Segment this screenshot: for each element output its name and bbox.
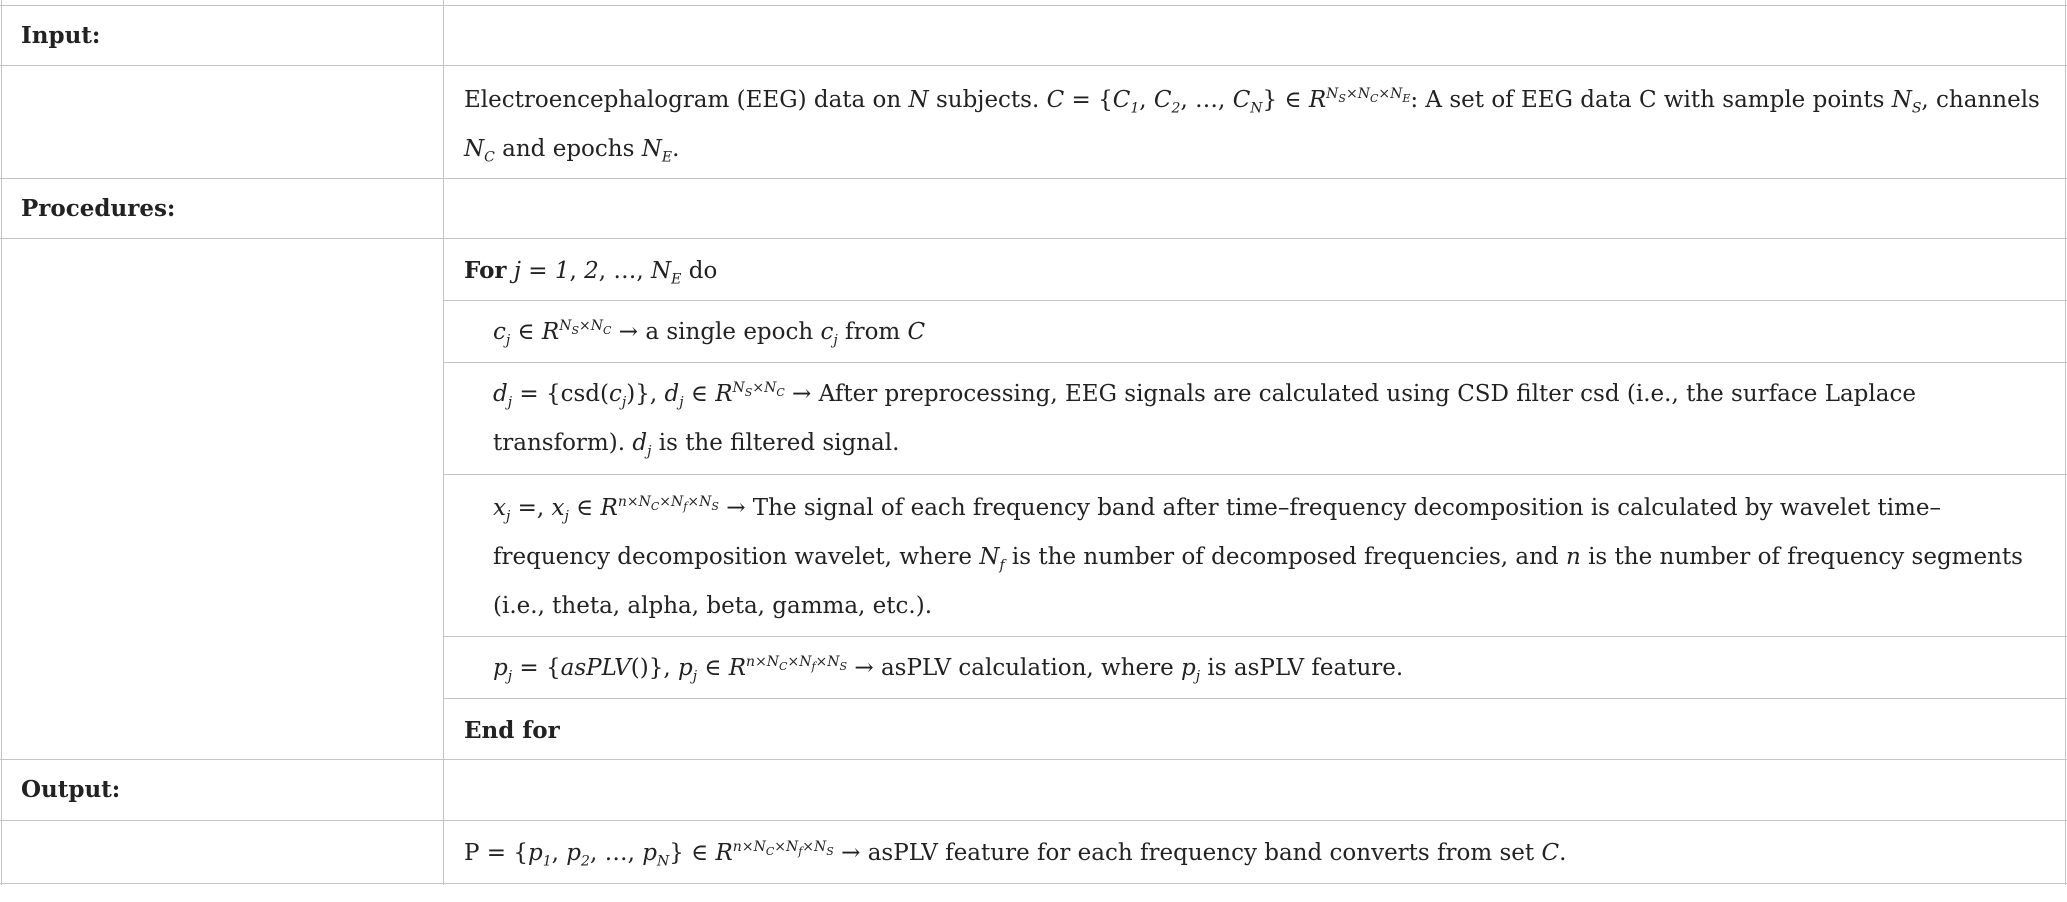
section-label-procedures: Procedures: <box>21 195 176 222</box>
input-description: Electroencephalogram (EEG) data on N subjects. $C = \{C_1$, $C_2$, …, $C_N$} ∈ $R^{N_S\times N_C\times N_E}$: A set of EEG data C with sample points $N_S$, channels $N_C$ and epochs $N_E$. <box>464 86 2040 166</box>
step-3: $x_j$ =, $x_j$ ∈ $R^{n\times N_C\times N_f\times N_S}$ → The signal of each frequency band after time–frequency decomposition is calculated by wavelet time–frequency decomposition wavelet, where $N_f$ is the number of decomposed frequencies, and n is the number of frequency segments (i.e., theta, alpha, beta, gamma, etc.). <box>493 494 2023 619</box>
step-1: $c_j$ ∈ $R^{N_S\times N_C} \to a$ single epoch $c_j$ from C <box>493 318 926 349</box>
step-4: $p_j$ = {asPLV()}, $p_j$ ∈ $R^{n\times N_C\times N_f\times N_S}$ → asPLV calculation, where $p_j$ is asPLV feature. <box>493 654 1404 685</box>
section-label-output: Output: <box>21 776 121 803</box>
loop-end: End for <box>464 717 560 744</box>
step-2: $d_j = \{csd(c_j)\}$, $d_j$ ∈ $R^{N_S\times N_C}$ → After preprocessing, EEG signals are calculated using CSD filter csd (i.e., the surface Laplace transform). $d_j$ is the filtered signal. <box>493 380 1916 460</box>
loop-header: For j = 1, 2, …, $N_E$ do <box>464 257 718 288</box>
output-description: $P = \{p_1$, $p_2$, …, $p_N$} ∈ $R^{n\times N_C\times N_f\times N_S}$ → asPLV feature for each frequency band converts from set C. <box>464 839 1567 870</box>
section-label-input: Input: <box>21 22 101 49</box>
